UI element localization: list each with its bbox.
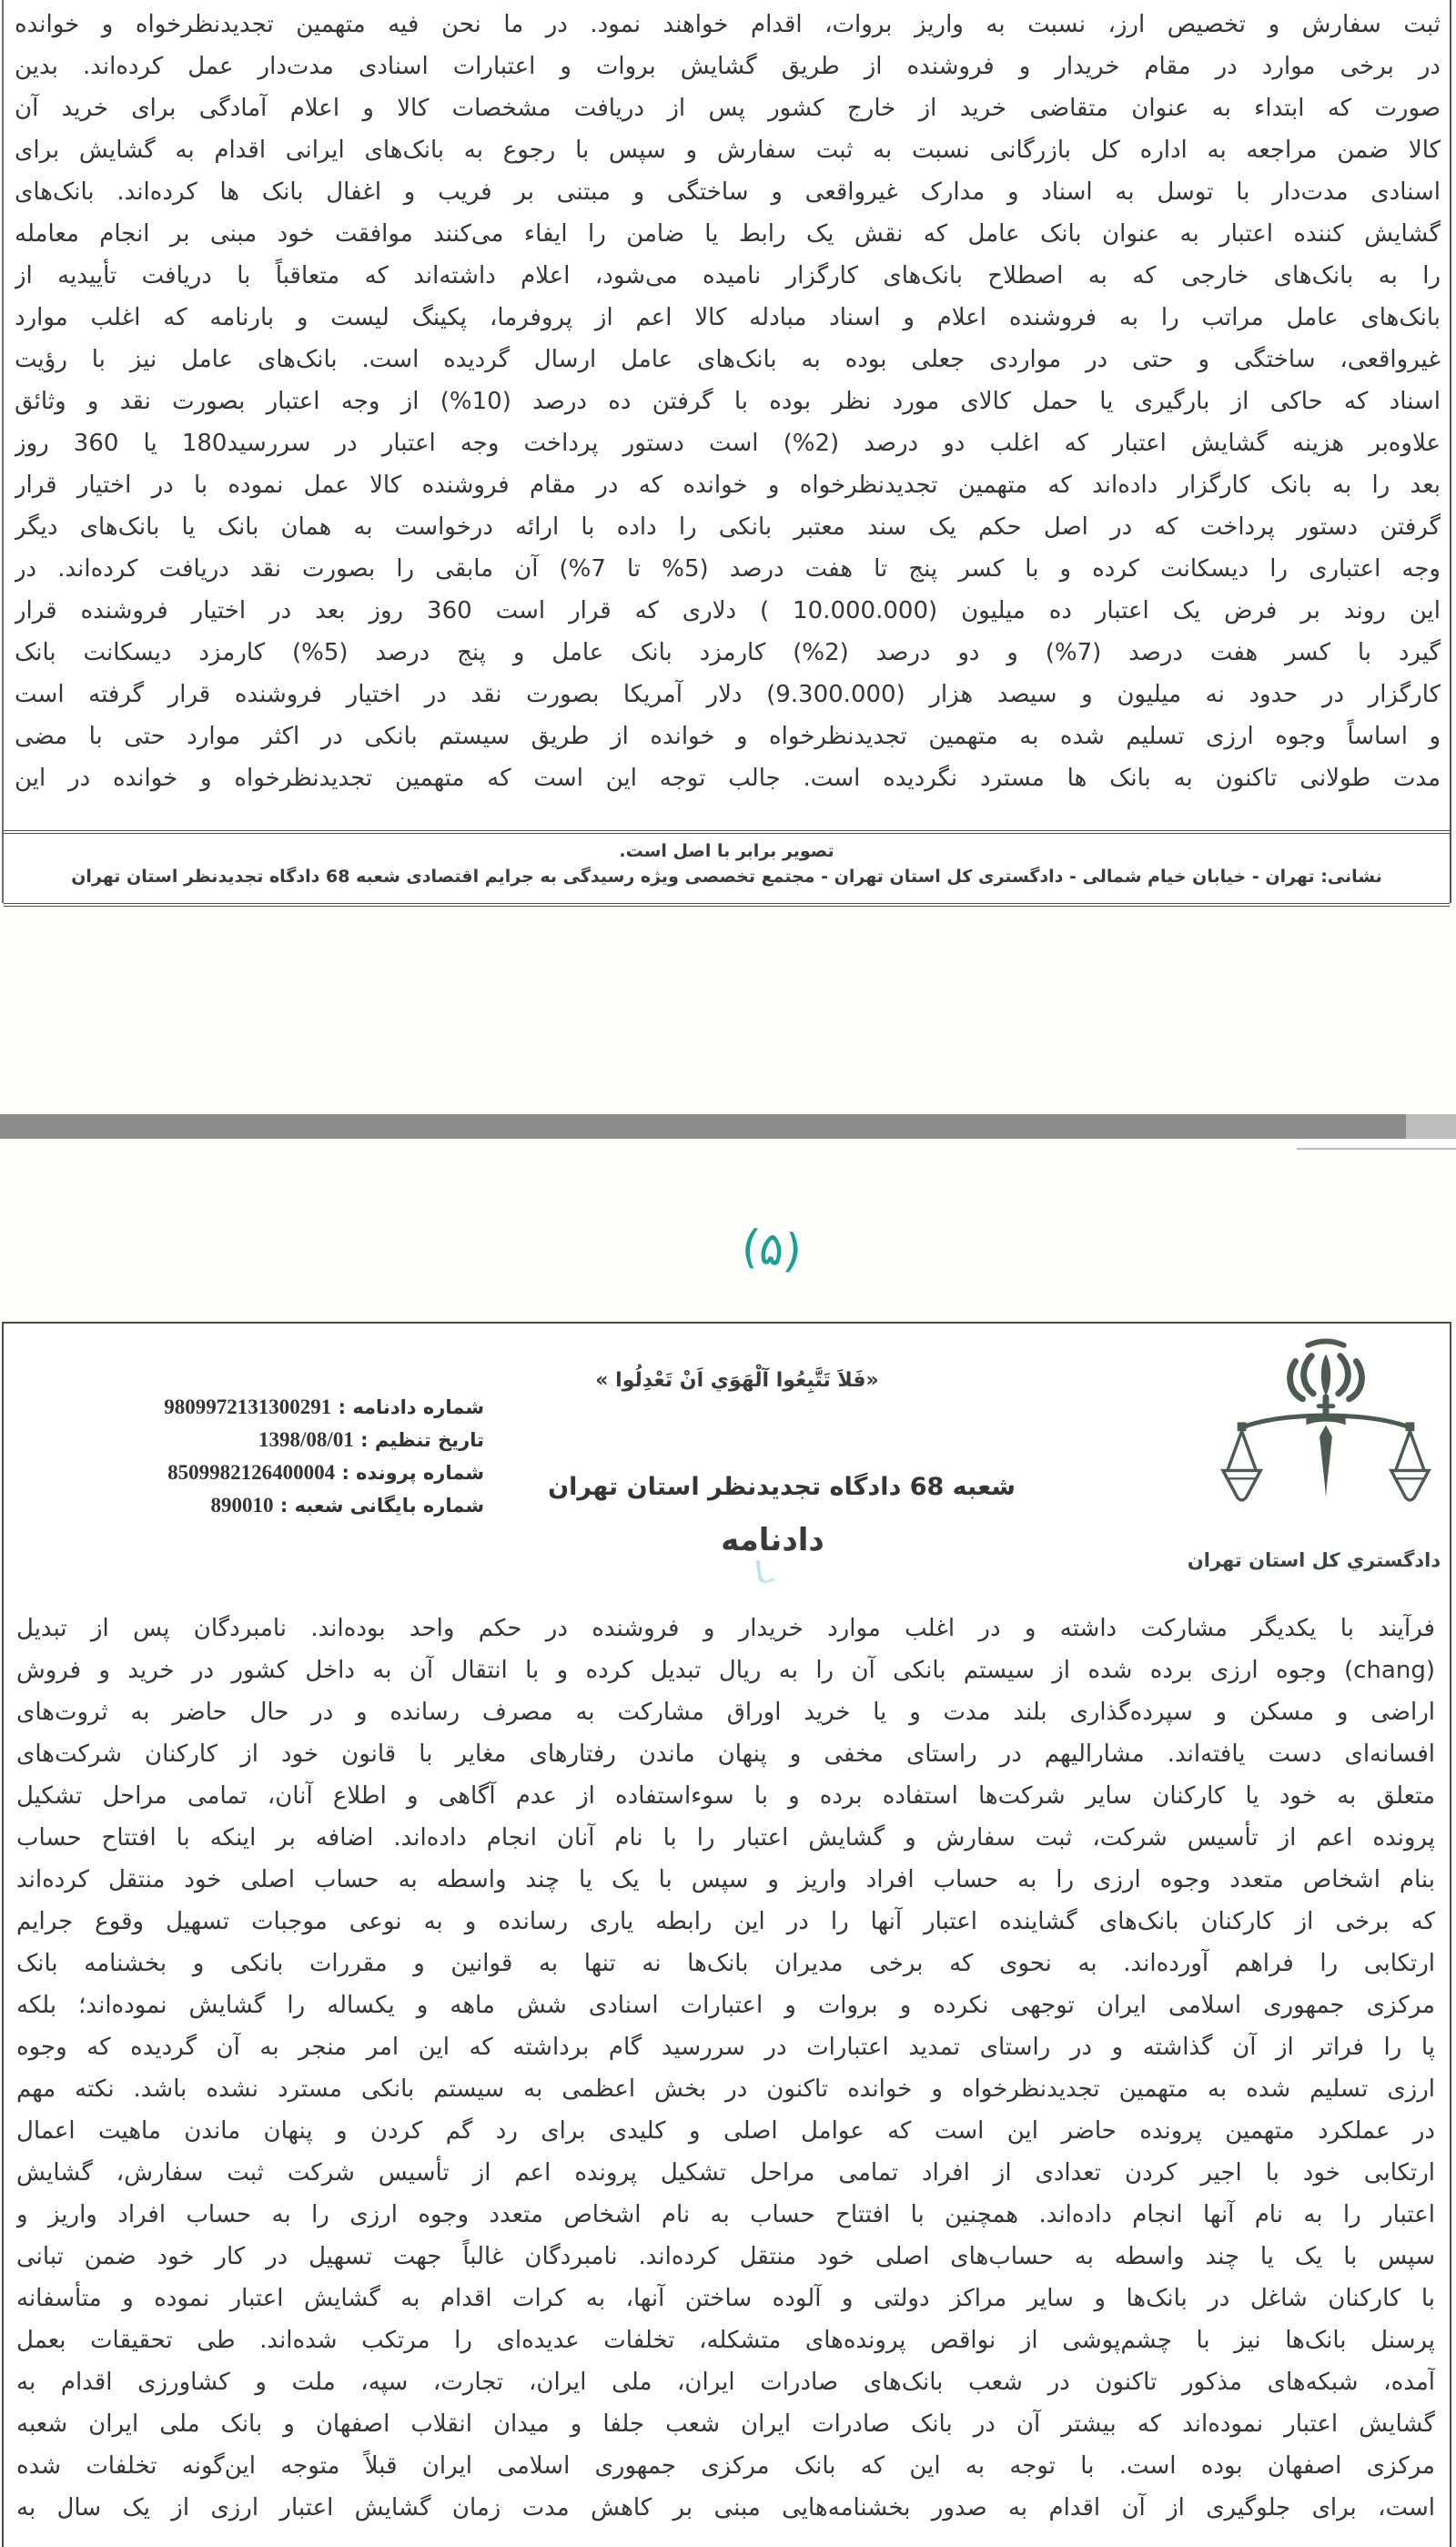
metadata-row [67, 1456, 484, 1489]
text-line: گرفتن دستور پرداخت که در اصل حکم یک سند معتبر بانکی را داده با ارائه درخواست به همان بانک یا بانک‌های دیگر [15, 513, 1441, 541]
text-line: گشایش کننده اعتبار به عنوان بانک عامل که نقش یک رابط یا ضامن را ایفاء می‌کنند موافقت خود مبنی بر انجام معامله [15, 220, 1441, 248]
text-line: بنام اشخاص متعدد وجوه ارزی را به حساب افراد واریز و سپس با یک یا چند واسطه به حساب اصلی خود منتقل کرده‌اند [16, 1866, 1435, 1893]
metadata-label: شماره بایگانی شعبه : [273, 1495, 484, 1517]
text-line: کارگزار در حدود نه میلیون و سیصد هزار (9.300.000) دلار آمریکا بصورت نقد در اختیار فروشنده قرار گرفته است [15, 681, 1441, 708]
text-line: اعتبار را به نام آنها انجام داده‌اند. همچنین با افتتاح حساب به نام اشخاص متعدد وجوه ارزی را به حساب افراد واریز و [16, 2201, 1435, 2228]
text-line: است، برای جلوگیری از آن اقدام به صدور بخشنامه‌هایی مبنی بر کاهش مدت زمان گشایش اعتبار ارزی از یک سال به [16, 2494, 1435, 2522]
text-line: علاوه‌بر هزینه گشایش اعتبار که اغلب دو درصد (2%) است دستور پرداخت وجه اعتبار در سررسید180 یا 360 روز [15, 430, 1441, 457]
text-line: با کارکنان شاغل در بانک‌ها و سایر مراکز دولتی و آلوده ساختن آنها، به کرات اقدام به گشایش اعتبار نموده و متأسفانه [16, 2285, 1435, 2312]
text-line: که برخی از کارکنان بانک‌های گشاینده اعتبار آنها را در این رابطه یاری رسانده و به نوعی موجبات تسهیل وقوع جرایم [16, 1908, 1435, 1935]
page2-text-block [16, 1608, 1435, 2529]
metadata-label: تاریخ تنظیم : [353, 1429, 484, 1451]
metadata-label: شماره دادنامه : [331, 1396, 484, 1418]
text-line: اسناد که حاکی از بارگیری یا حمل کالای مورد نظر بوده با گرفتن ده درصد (10%) از وجه اعتبار بصورت نقد و وثائق [15, 388, 1441, 415]
document-title: دادنامه [721, 1522, 824, 1558]
text-line: (chang) وجوه ارزی برده شده از سیستم بانکی آن را به ریال تبدیل کرده و با انتقال آن به داخل کشور در خرید و فروش [16, 1657, 1435, 1684]
text-line: ارزی تسلیم شده به متهمین تجدیدنظرخواه و خوانده تاکنون در بخش اعظمی به سیستم بانکی مسترد نشده باشد. نکته مهم [16, 2075, 1435, 2103]
text-line: مرکزی اصفهان بوده است. با توجه به این که بانک مرکزی جمهوری اسلامی ایران قبلاً متوجه این‌گونه تخلفات شده [16, 2452, 1435, 2480]
text-line: اراضی و مسکن و سپرده‌گذاری بلند مدت و یا خرید اوراق مشارکت به مصرف رسانده و در حال حاضر به ثروت‌های [16, 1699, 1435, 1726]
text-line: مرکزی جمهوری اسلامی ایران توجهی نکرده و بروات و اعتبارات اسنادی شش ماهه و یکساله را گشایش نموده‌اند؛ بلکه [16, 1992, 1435, 2019]
text-line: بعد را به بانک کارگزار داده‌اند که متهمین تجدیدنظرخواه و خوانده که در مقام فروشنده کالا عمل نموده با در اختیار قرار [15, 472, 1441, 499]
text-line: اسنادی مدت‌دار با توسل به اسناد و مدارک غیرواقعی و ساختگی و مبتنی بر فریب و اغفال بانک ها کرده‌اند. بانک‌های [15, 178, 1441, 206]
metadata-label: شماره پرونده : [335, 1462, 484, 1484]
text-line: پا را فراتر از آن گذاشته و در راستای تمدید اعتبارات در سررسید گام برداشته که این امر منجر به آن گردیده که وجوه [16, 2034, 1435, 2061]
text-line: صورت که ابتداء به عنوان متقاضی خرید از خارج کشور پس از دریافت مشخصات کالا و اعلام آمادگی برای خرید آن [15, 95, 1441, 122]
text-line: ارتکابی خود با اجیر کردن تعدادی از افراد تمامی مراحل تشکیل پرونده اعم از تأسیس شرکت ثبت سفارش، گشایش [16, 2159, 1435, 2187]
metadata-row [67, 1424, 484, 1456]
page-separator-bar [0, 1114, 1456, 1139]
text-line: ثبت سفارش و تخصیص ارز، نسبت به واریز بروات، اقدام خواهند نمود. در ما نحن فیه متهمین تجدیدنظرخواه و خوانده [15, 11, 1441, 38]
case-metadata-block [67, 1391, 484, 1522]
metadata-value: 1398/08/01 [258, 1428, 354, 1451]
text-line: در برخی موارد در مقام خریدار و فروشنده از طریق گشایش بروات و اعتبارات اسنادی مدت‌دار عمل کرده‌اند. بدین [15, 53, 1441, 80]
text-line: بانک‌های عامل مراتب را به فروشنده اعلام و اسناد مبادله کالا اعم از پروفرما، پکینگ لیست و بارنامه که اغلب موارد [15, 304, 1441, 331]
court-address: نشانی: تهران - خیابان خیام شمالی - دادگستری کل استان تهران - مجتمع تخصصی ویژه رسیدگی به جرایم اقتصادی شعبه 68 دادگاه تجدیدنظر استان تهران [71, 867, 1382, 887]
teal-pen-mark [756, 1556, 775, 1586]
verdict-header-box [2, 1322, 1451, 1598]
metadata-row [67, 1391, 484, 1424]
page1-sheet [2, 0, 1451, 903]
text-line: سپس با یک یا چند واسطه به حساب‌های اصلی خود منتقل کرده‌اند. نامبردگان غالباً جهت تسهیل در کار خود ضمن تبانی [16, 2243, 1435, 2270]
text-line: غیرواقعی، ساختگی و حتی در مواردی جعلی بوده به بانک‌های عامل ارسال گردیده است. بانک‌های عامل نیز با رؤیت [15, 346, 1441, 373]
metadata-value: 8509982126400004 [167, 1461, 336, 1484]
text-line: مدت طولانی تاکنون به بانک ها مسترد نگردیده است. جالب توجه این است که متهمین تجدیدنظرخواه و خوانده در این [15, 765, 1441, 792]
text-line: و اساساً وجوه ارزی تسلیم شده به متهمین تجدیدنظرخواه و خوانده از طریق سیستم بانکی در اکثر موارد حتی با مضی [15, 723, 1441, 750]
text-line: ارتکابی را فراهم آورده‌اند. به نحوی که برخی مدیران بانک‌ها نه تنها به قوانین و مقررات بانکی و بخشنامه بانک [16, 1950, 1435, 1977]
court-branch-name: شعبه 68 دادگاه تجدیدنظر استان تهران [548, 1473, 1016, 1501]
metadata-value: 9809972131300291 [164, 1395, 332, 1418]
text-line: پرسنل بانک‌ها نیز با چشم‌پوشی از نواقص پرونده‌های متشکله، تخلفات عدیده‌ای را مرتکب شده‌اند. طی تحقیقات بعمل [16, 2327, 1435, 2354]
handwritten-page-number: (۵) [739, 1219, 804, 1279]
metadata-value: 890010 [210, 1494, 274, 1517]
text-line: کالا ضمن مراجعه به اداره کل بازرگانی نسبت به ثبت سفارش و سپس با رجوع به بانک‌های ایرانی اقدام به گشایش برای [15, 137, 1441, 164]
text-line: فرآیند با یکدیگر مشارکت داشته و در اغلب موارد خریدار و فروشنده در حکم واحد بوده‌اند. نامبردگان پس از تبدیل [16, 1615, 1435, 1642]
text-line: را به بانک‌های خارجی که به اصطلاح بانک‌های کارگزار نامیده می‌شود، اعلام داشته‌اند که متعاقباً با دریافت تأییدیه از [15, 262, 1441, 289]
text-line: متعلق به خود یا کارکنان سایر شرکت‌ها استفاده برده و با سوءاستفاده از عدم آگاهی و اطلاع آنان، تمامی مراحل تشکیل [16, 1782, 1435, 1810]
text-line: وجه اعتباری را دیسکانت کرده و با کسر پنج تا هفت درصد (5% تا 7%) آن مابقی را بصورت نقد دریافت کرده‌اند. در [15, 555, 1441, 583]
text-line: آمده، شبکه‌های مذکور تاکنون در شعب بانک‌های صادرات ایران، ملی ایران، تجارت، سپه، ملت و کشاورزی اقدام به [16, 2369, 1435, 2396]
certified-copy-note: تصویر برابر با اصل است. [619, 841, 834, 861]
page1-text-block [15, 4, 1441, 799]
certification-footer-box [4, 830, 1450, 907]
text-line: افسانه‌ای دست یافته‌اند. مشارالیهم در راستای مخفی و پنهان ماندن رفتارهای مغایر با قانون خود از کارکنان شرکت‌های [16, 1740, 1435, 1768]
verdict-body-box [2, 1597, 1451, 2547]
metadata-row [67, 1489, 484, 1522]
text-line: در عملکرد متهمین پرونده حاضر این است که عوامل اصلی و کلیدی برای رد گم کردن و پنهان ماندن ماهیت اعمال [16, 2117, 1435, 2145]
judiciary-scales-logo-icon [1218, 1336, 1433, 1547]
quran-quote: «فَلاَ تَتَّبِعُوا آلْهَوَي اَنْ تَعْدِلُوا » [595, 1369, 879, 1392]
logo-caption: دادگستري کل استان تهران [1187, 1549, 1441, 1571]
text-line: گشایش اعتبار نموده‌اند که بیشتر آن در بانک صادرات ایران شعب جلفا و میدان انقلاب اصفهان و بانک ملی ایران شعبه [16, 2410, 1435, 2438]
scan-artifact-line [1297, 1148, 1456, 1150]
text-line: این روند بر فرض یک اعتبار ده میلیون (10.000.000 ) دلاری که قرار است 360 روز بعد در اختیار فروشنده قرار [15, 597, 1441, 624]
text-line: گیرد با کسر هفت درصد (7%) و دو درصد (2%) کارمزد بانک عامل و پنج درصد (5%) کارمزد دیسکانت بانک [15, 639, 1441, 666]
text-line: پرونده اعم از تأسیس شرکت، ثبت سفارش و گشایش اعتبار را با نام آنان انجام داده‌اند. اضافه بر اینکه با افتتاح حساب [16, 1824, 1435, 1852]
